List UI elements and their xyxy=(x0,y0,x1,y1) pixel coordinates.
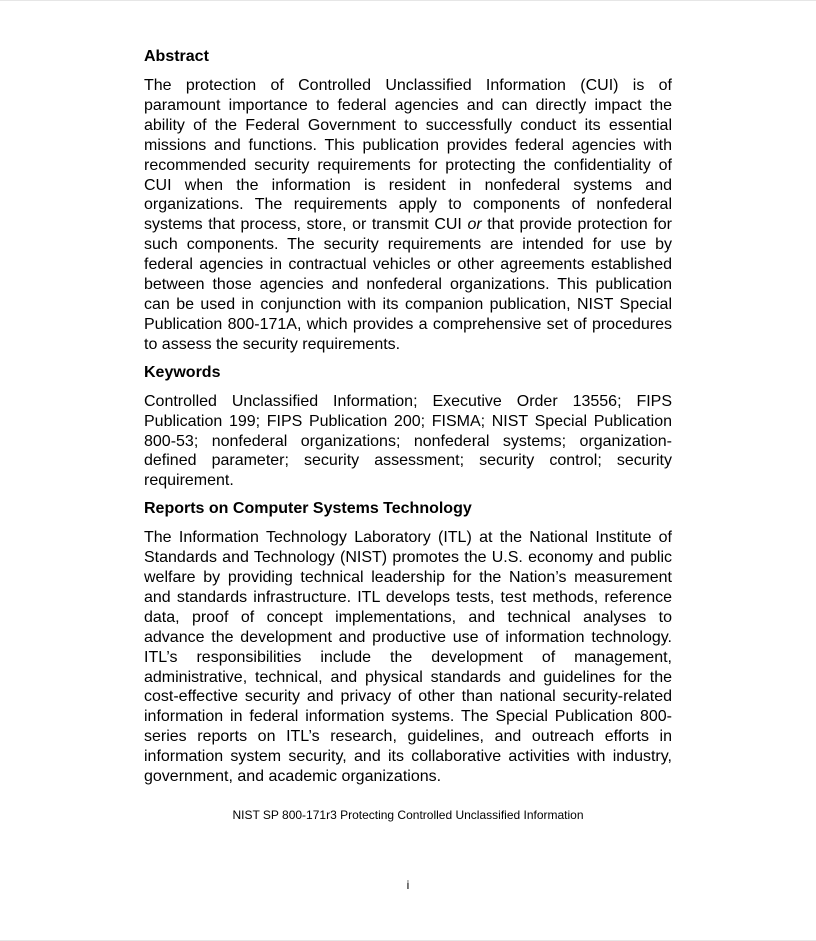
reports-section xyxy=(144,499,672,787)
abstract-heading: Abstract xyxy=(144,48,209,65)
keywords-heading: Keywords xyxy=(144,363,221,381)
abstract-section xyxy=(144,47,672,355)
page-content xyxy=(144,47,672,795)
reports-paragraph: The Information Technology Laboratory (ITL) at the National Institute of Standards and Technology (NIST) promotes the U.S. economy and public welfare by providing technical leadership for the Nation’s measurement and standards infrastructure. ITL develops tests, test methods, reference data, proof of concept implementations, and technical analyses to advance the development and productive use of information technology. ITL’s responsibilities include the development of management, administrative, technical, and physical standards and guidelines for the cost-effective security and privacy of other than national security-related information in federal information systems. The Special Publication 800-series reports on ITL’s research, guidelines, and outreach efforts in information system security, and its collaborative activities with industry, government, and academic organizations. xyxy=(144,529,672,786)
abstract-paragraph xyxy=(144,76,672,355)
page-number: i xyxy=(406,878,410,892)
abstract-text-part-2: that provide protection for such components. The security requirements are intended for use by federal agencies in contractual vehicles or other agreements established between those agencies and nonfederal organizations. This publication can be used in conjunction with its companion publication, NIST Special Publication 800-171A, which provides a comprehensive set of procedures to assess the security requirements. xyxy=(144,216,673,353)
abstract-italic-word: or xyxy=(467,216,482,234)
keywords-paragraph: Controlled Unclassified Information; Executive Order 13556; FIPS Publication 199; FIPS Publication 200; FISMA; NIST Special Publication 800-53; nonfederal organizations; nonfederal systems; organization-defined parameter; security assessment; security control; security requirement. xyxy=(144,392,672,490)
reports-heading: Reports on Computer Systems Technology xyxy=(144,500,472,518)
running-footer-title: NIST SP 800-171r3 Protecting Controlled Unclassified Information xyxy=(232,808,584,822)
abstract-text-part-1: The protection of Controlled Unclassified Information (CUI) is of paramount importance to federal agencies and can directly impact the ability of the Federal Government to successfully conduct its essential missions and functions. This publication provides federal agencies with recommended security requirements for protecting the confidentiality of CUI when the information is resident in nonfederal systems and organizations. The requirements apply to components of nonfederal systems that process, store, or transmit CUI xyxy=(144,77,672,234)
keywords-section xyxy=(144,363,672,492)
